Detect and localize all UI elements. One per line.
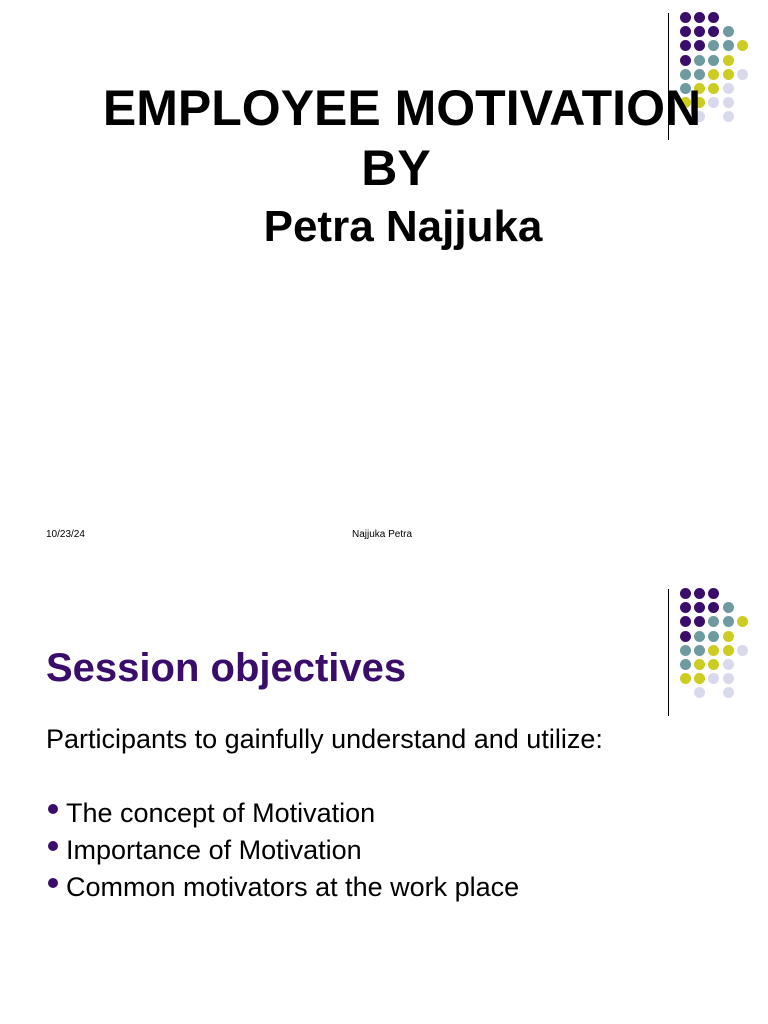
- decorative-dot: [737, 645, 748, 656]
- bullet-icon: [48, 841, 58, 851]
- slide-title: EMPLOYEE MOTIVATION: [102, 80, 702, 136]
- list-item: [46, 795, 519, 832]
- decorative-dot: [737, 616, 748, 627]
- decorative-dot: [694, 69, 705, 80]
- decorative-dot: [723, 40, 734, 51]
- decorative-dot: [708, 631, 719, 642]
- decorative-dot: [694, 645, 705, 656]
- decorative-dot: [708, 12, 719, 23]
- decorative-dot: [708, 659, 719, 670]
- decorative-dot: [694, 26, 705, 37]
- decorative-dot: [694, 588, 705, 599]
- footer-author: Najjuka Petra: [352, 529, 413, 540]
- decorative-dot: [708, 55, 719, 66]
- decorative-dot: [680, 588, 691, 599]
- decorative-dot: [708, 69, 719, 80]
- decorative-dot: [680, 26, 691, 37]
- slide-title-by: BY: [361, 140, 431, 196]
- decorative-dot: [680, 12, 691, 23]
- decorative-dot: [723, 673, 734, 684]
- decorative-dot: [680, 645, 691, 656]
- decorative-dot: [723, 26, 734, 37]
- decorative-dot: [680, 616, 691, 627]
- decorative-dot: [694, 12, 705, 23]
- decorative-dot: [680, 631, 691, 642]
- list-item: [46, 869, 519, 906]
- decorative-dot: [694, 40, 705, 51]
- decorative-dot: [723, 55, 734, 66]
- objectives-intro: Participants to gainfully understand and utilize:: [46, 724, 603, 754]
- decorative-dot: [737, 69, 748, 80]
- decorative-dot: [723, 659, 734, 670]
- decorative-dot: [694, 687, 705, 698]
- decorative-dot: [708, 588, 719, 599]
- list-item-text: Common motivators at the work place: [66, 872, 520, 902]
- decorative-dot: [723, 687, 734, 698]
- footer-date: 10/23/24: [46, 529, 85, 540]
- presenter-name: Petra Najjuka: [263, 202, 543, 251]
- decorative-dot-grid: [680, 586, 760, 706]
- decorative-dot: [680, 40, 691, 51]
- decorative-dot: [723, 645, 734, 656]
- decorative-dot: [680, 673, 691, 684]
- decorative-dot: [723, 631, 734, 642]
- decorative-dot: [694, 673, 705, 684]
- decorative-dot: [708, 602, 719, 613]
- decorative-dot: [694, 616, 705, 627]
- decorative-dot: [737, 40, 748, 51]
- bullet-icon: [48, 878, 58, 888]
- list-item: [46, 832, 519, 869]
- decorative-dot: [723, 602, 734, 613]
- decorative-dot: [680, 659, 691, 670]
- decorative-dot: [708, 26, 719, 37]
- objectives-list: [46, 795, 519, 906]
- decorative-dot: [723, 69, 734, 80]
- decorative-dot: [694, 55, 705, 66]
- decorative-dot: [680, 69, 691, 80]
- decorative-dot: [680, 55, 691, 66]
- decorative-dot: [708, 616, 719, 627]
- decorative-dot: [694, 659, 705, 670]
- decorative-dot: [694, 631, 705, 642]
- objectives-title: Session objectives: [46, 646, 407, 690]
- decorative-dot: [723, 616, 734, 627]
- bullet-icon: [48, 804, 58, 814]
- decorative-dot: [694, 602, 705, 613]
- decorative-dot: [680, 602, 691, 613]
- decorative-dot: [708, 40, 719, 51]
- decorative-dot: [708, 645, 719, 656]
- list-item-text: Importance of Motivation: [66, 835, 362, 865]
- list-item-text: The concept of Motivation: [66, 798, 376, 828]
- divider-line: [668, 589, 669, 716]
- decorative-dot: [708, 673, 719, 684]
